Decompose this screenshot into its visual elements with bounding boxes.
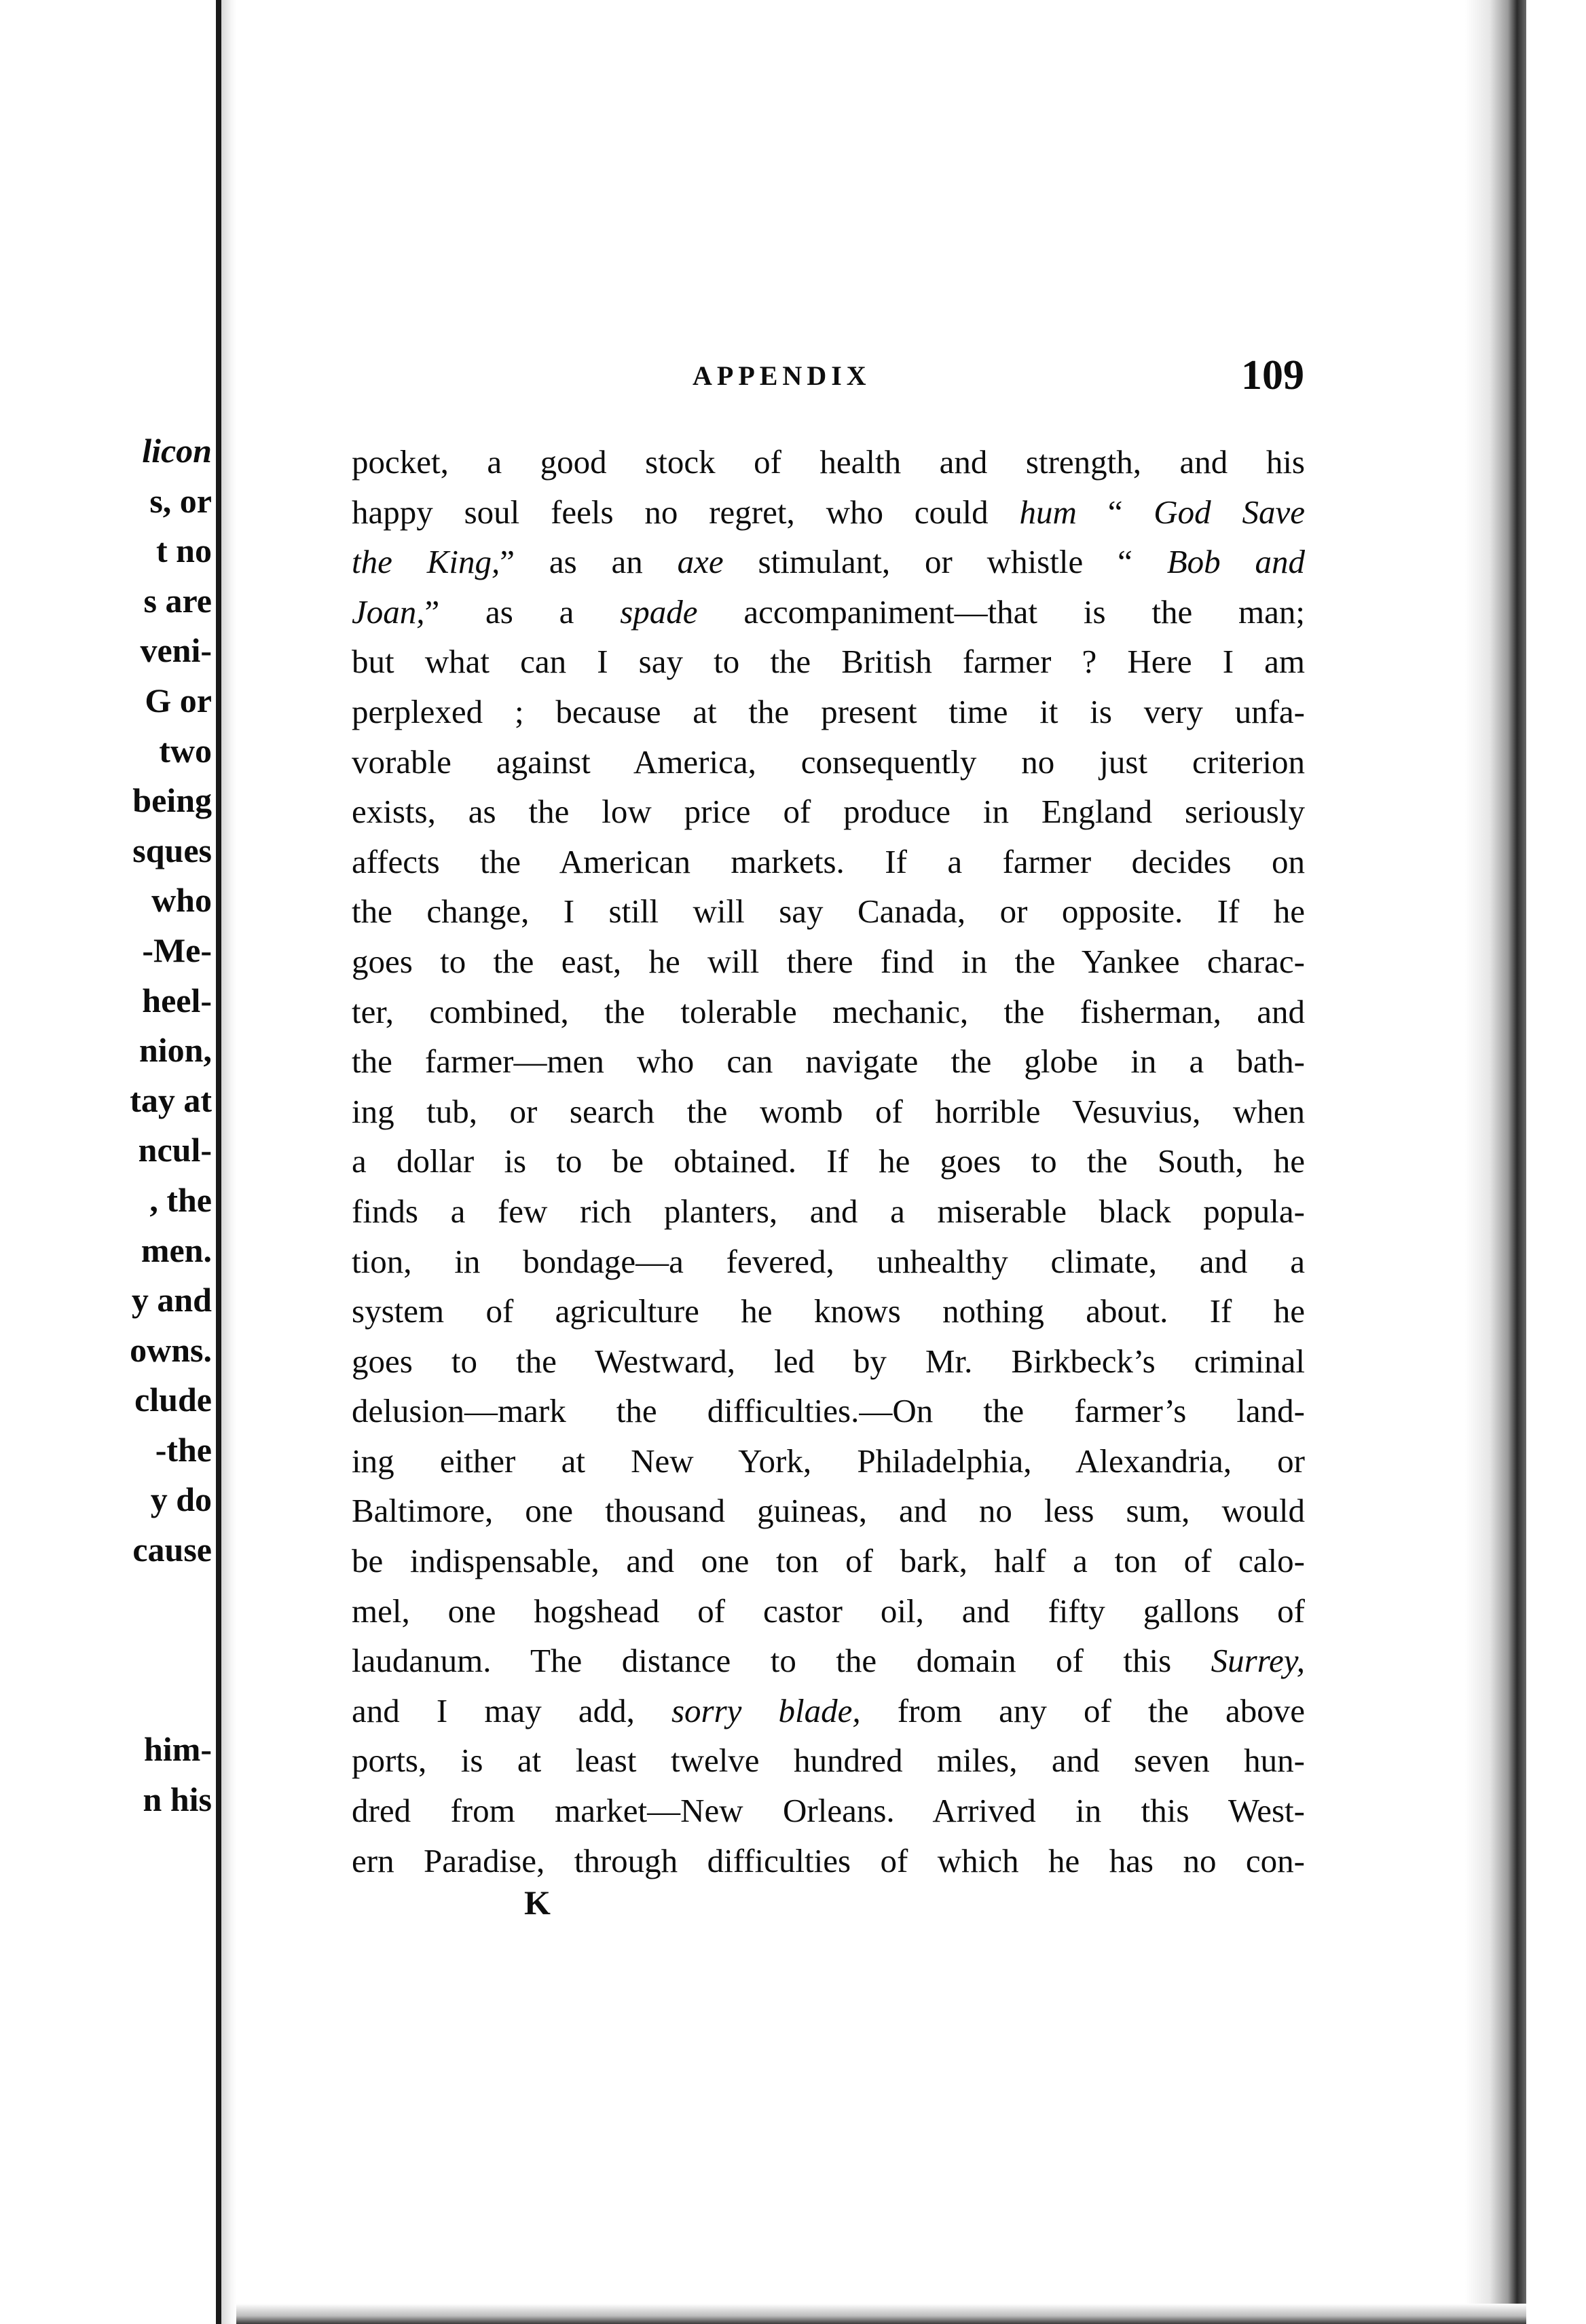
- left-page-line: licon: [142, 432, 212, 470]
- book-gutter: [221, 0, 236, 2324]
- text-segment: from any of the above: [860, 1691, 1305, 1729]
- text-line: [352, 1636, 1305, 1686]
- text-segment: ports, is at least twelve hundred miles, and seven hun-: [352, 1742, 1305, 1780]
- text-line: [352, 1386, 1305, 1436]
- left-page-line: tay at: [130, 1081, 212, 1119]
- text-segment: mel, one hogshead of castor oil, and fifty gallons of: [352, 1592, 1305, 1630]
- left-page-line: G or: [145, 681, 212, 719]
- text-line: [352, 1836, 1305, 1886]
- italic-segment: sorry blade,: [671, 1691, 861, 1729]
- bottom-page-edge: [236, 2304, 1526, 2324]
- left-page-line: nion,: [139, 1031, 212, 1070]
- text-line: [352, 1087, 1305, 1137]
- text-segment: a dollar is to be obtained. If he goes to the South, he: [352, 1142, 1305, 1180]
- text-segment: tion, in bondage—a fevered, unhealthy climate, and a: [352, 1242, 1305, 1280]
- text-segment: stimulant, or whistle “: [723, 543, 1167, 581]
- text-segment: vorable against America, consequently no just criterion: [352, 743, 1305, 781]
- text-segment: “: [1076, 493, 1154, 531]
- text-line: [352, 787, 1305, 837]
- text-line: [352, 537, 1305, 587]
- left-page-line: -the: [155, 1430, 212, 1469]
- italic-segment: Surrey,: [1211, 1642, 1305, 1680]
- left-page-line: owns.: [130, 1330, 212, 1369]
- left-page-line: veni-: [140, 631, 212, 670]
- left-page-line: y and: [131, 1281, 212, 1319]
- italic-segment: God Save: [1154, 493, 1305, 531]
- italic-segment: the King,: [352, 543, 500, 581]
- left-page-line: sques: [132, 831, 212, 869]
- text-line: [352, 1286, 1305, 1336]
- italic-segment: hum: [1019, 493, 1077, 531]
- text-segment: Baltimore, one thousand guineas, and no less sum, would: [352, 1492, 1305, 1530]
- text-segment: dred from market—New Orleans. Arrived in this West-: [352, 1792, 1305, 1830]
- text-segment: ing either at New York, Philadelphia, Alexandria, or: [352, 1442, 1305, 1480]
- italic-segment: spade: [620, 593, 698, 631]
- left-page-line: cause: [132, 1531, 212, 1569]
- italic-segment: axe: [677, 543, 724, 581]
- text-line: [352, 1536, 1305, 1586]
- text-line: [352, 1186, 1305, 1237]
- text-line: [352, 687, 1305, 737]
- text-line: [352, 1036, 1305, 1087]
- text-line: [352, 937, 1305, 987]
- text-segment: affects the American markets. If a farmer decides on: [352, 842, 1305, 880]
- left-page-line: heel-: [142, 981, 212, 1019]
- left-page-line: him-: [144, 1730, 212, 1769]
- text-segment: system of agriculture he knows nothing about. If he: [352, 1292, 1305, 1330]
- left-page-line: [0, 1625, 212, 1675]
- left-page-line: two: [159, 731, 212, 770]
- left-page-line: clude: [134, 1381, 212, 1419]
- left-page-line: y do: [150, 1480, 212, 1519]
- left-page-line: ncul-: [138, 1131, 212, 1169]
- right-page-edge-shadow: [1465, 0, 1526, 2324]
- text-segment: ern Paradise, through difficulties of which he has no con-: [352, 1841, 1305, 1879]
- left-page-edge: [216, 0, 221, 2324]
- text-line: [352, 737, 1305, 787]
- text-segment: and I may add,: [352, 1691, 671, 1729]
- text-segment: delusion—mark the difficulties.—On the farmer’s land-: [352, 1392, 1305, 1430]
- left-page-line: s are: [143, 581, 212, 620]
- text-line: [352, 437, 1305, 487]
- text-line: [352, 637, 1305, 687]
- left-page-line: n his: [143, 1780, 212, 1819]
- text-segment: ing tub, or search the womb of horrible Vesuvius, when: [352, 1092, 1305, 1130]
- text-segment: ” as a: [424, 593, 621, 631]
- text-segment: perplexed ; because at the present time it is very unfa-: [352, 692, 1305, 730]
- page-number: 109: [1241, 352, 1304, 398]
- text-line: [352, 987, 1305, 1037]
- italic-segment: Joan,: [352, 593, 425, 631]
- text-segment: finds a few rich planters, and a miserable black popula-: [352, 1192, 1305, 1230]
- left-page-line: men.: [141, 1231, 212, 1269]
- left-page-line: who: [151, 881, 212, 920]
- text-segment: be indispensable, and one ton of bark, half a ton of calo-: [352, 1542, 1305, 1580]
- text-segment: ter, combined, the tolerable mechanic, the fisherman, and: [352, 992, 1305, 1030]
- text-line: [352, 1486, 1305, 1536]
- left-page-text-column: [0, 426, 212, 1825]
- text-segment: the change, I still will say Canada, or opposite. If he: [352, 893, 1305, 931]
- italic-segment: Bob and: [1166, 543, 1305, 581]
- left-facing-page: [0, 0, 216, 2324]
- text-line: [352, 1237, 1305, 1287]
- text-segment: happy soul feels no regret, who could: [352, 493, 1020, 531]
- left-page-line: [0, 1575, 212, 1626]
- text-segment: laudanum. The distance to the domain of this: [352, 1642, 1211, 1680]
- body-text: [352, 437, 1305, 1886]
- text-segment: exists, as the low price of produce in England seriously: [352, 793, 1305, 831]
- running-head: APPENDIX: [693, 360, 871, 391]
- text-segment: goes to the Westward, led by Mr. Birkbeck’s criminal: [352, 1342, 1305, 1380]
- text-line: [352, 1436, 1305, 1486]
- text-line: [352, 587, 1305, 637]
- left-page-line: , the: [149, 1180, 212, 1219]
- text-segment: the farmer—men who can navigate the globe in a bath-: [352, 1043, 1305, 1081]
- text-line: [352, 886, 1305, 937]
- signature-mark: K: [524, 1883, 551, 1922]
- text-line: [352, 1686, 1305, 1736]
- text-line: [352, 837, 1305, 887]
- text-segment: goes to the east, he will there find in the Yankee charac-: [352, 942, 1305, 980]
- text-line: [352, 1736, 1305, 1786]
- left-page-line: [0, 1675, 212, 1725]
- text-line: [352, 1786, 1305, 1836]
- text-line: [352, 1136, 1305, 1186]
- text-line: [352, 487, 1305, 538]
- left-page-line: -Me-: [142, 931, 212, 969]
- text-segment: pocket, a good stock of health and strength, and his: [352, 443, 1305, 481]
- left-page-line: t no: [156, 531, 212, 570]
- text-segment: accompaniment—that is the man;: [697, 593, 1305, 631]
- text-line: [352, 1586, 1305, 1636]
- text-segment: but what can I say to the British farmer ? Here I am: [352, 643, 1305, 681]
- left-page-line: s, or: [149, 481, 212, 520]
- text-segment: ” as an: [500, 543, 678, 581]
- text-line: [352, 1336, 1305, 1387]
- left-page-line: being: [132, 781, 212, 820]
